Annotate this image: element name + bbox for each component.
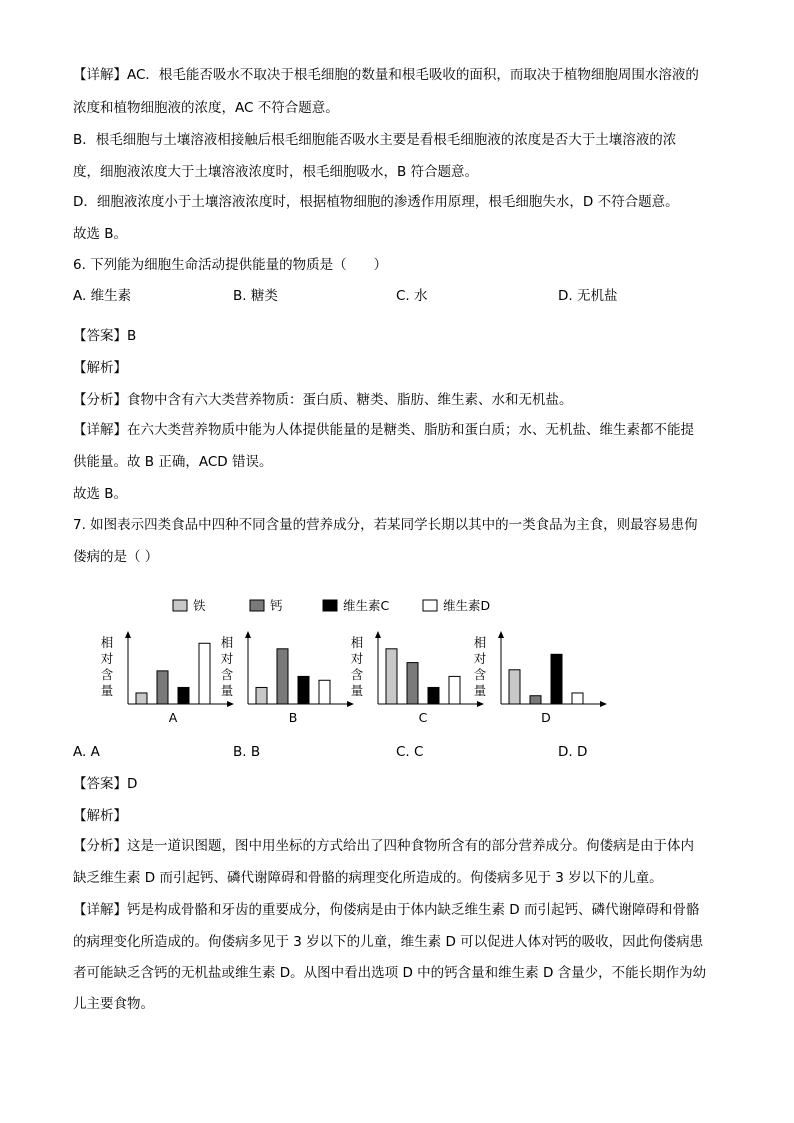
bar-B-1 bbox=[277, 649, 288, 704]
text-line: 【详解】在六大类营养物质中能为人体提供能量的是糖类、脂肪和蛋白质；水、无机盐、维生素都不能提 bbox=[73, 422, 694, 438]
q7-option-d: D. D bbox=[558, 744, 588, 760]
text-line: 供能量。故 B 正确，ACD 错误。 bbox=[73, 454, 273, 470]
y-axis-label: 对 bbox=[100, 651, 114, 666]
bar-D-1 bbox=[530, 696, 541, 704]
q6-options bbox=[73, 286, 733, 306]
y-axis-label: 含 bbox=[220, 667, 234, 682]
bar-C-2 bbox=[428, 687, 439, 704]
text-line: 【分析】食物中含有六大类营养物质：蛋白质、糖类、脂肪、维生素、水和无机盐。 bbox=[73, 392, 573, 408]
text-line: B．根毛细胞与土壤溶液相接触后根毛细胞能否吸水主要是看根毛细胞液的浓度是否大于土壤溶液的浓 bbox=[73, 132, 677, 148]
x-axis-arrow bbox=[347, 701, 354, 707]
y-axis-arrow bbox=[375, 631, 381, 638]
text-line: 故选 B。 bbox=[73, 226, 128, 242]
text-line: 【详解】AC．根毛能否吸水不取决于根毛细胞的数量和根毛吸收的面积，而取决于植物细胞周围水溶液的 bbox=[73, 67, 699, 83]
x-axis-arrow bbox=[477, 701, 484, 707]
bar-D-0 bbox=[509, 670, 520, 704]
y-axis-label: 量 bbox=[220, 683, 234, 698]
legend-swatch bbox=[250, 600, 264, 611]
text-line: 故选 B。 bbox=[73, 486, 128, 502]
legend-label: 钙 bbox=[270, 598, 283, 613]
q7-option-c: C. C bbox=[396, 744, 424, 760]
y-axis-label: 量 bbox=[473, 683, 487, 698]
legend-swatch bbox=[423, 600, 437, 611]
y-axis-label: 相 bbox=[473, 635, 487, 650]
y-axis-label: 对 bbox=[473, 651, 487, 666]
category-label: C bbox=[418, 710, 428, 725]
text-line: 浓度和植物细胞液的浓度，AC 不符合题意。 bbox=[73, 100, 339, 116]
bar-C-3 bbox=[449, 676, 460, 704]
y-axis-label: 含 bbox=[473, 667, 487, 682]
bar-D-3 bbox=[572, 693, 583, 704]
text-line: 度，细胞液浓度大于土壤溶液浓度时，根毛细胞吸水，B 符合题意。 bbox=[73, 164, 479, 180]
category-label: A bbox=[168, 710, 178, 725]
q7-options bbox=[73, 742, 733, 762]
q6-option-a: A. 维生素 bbox=[73, 288, 132, 304]
legend-label: 铁 bbox=[193, 598, 206, 613]
y-axis-arrow bbox=[245, 631, 251, 638]
q6-option-c: C. 水 bbox=[396, 288, 428, 304]
text-line: 【答案】B bbox=[73, 328, 137, 344]
text-line: 【分析】这是一道识图题，图中用坐标的方式给出了四种食物所含有的部分营养成分。佝偻病是由于体内 bbox=[73, 838, 694, 854]
category-label: D bbox=[541, 710, 551, 725]
category-label: B bbox=[288, 710, 298, 725]
q7-option-a: A. A bbox=[73, 744, 100, 760]
y-axis-label: 相 bbox=[100, 635, 114, 650]
text-line: 的病理变化所造成的。佝偻病多见于 3 岁以下的儿童，维生素 D 可以促进人体对钙的吸收，因此佝偻病患 bbox=[73, 934, 704, 950]
y-axis-arrow bbox=[498, 631, 504, 638]
bar-B-2 bbox=[298, 676, 309, 704]
legend-label: 维生素C bbox=[343, 598, 390, 613]
text-line: 【详解】钙是构成骨骼和牙齿的重要成分，佝偻病是由于体内缺乏维生素 D 而引起钙、磷代谢障碍和骨骼 bbox=[73, 902, 700, 918]
text-line: 【解析】 bbox=[73, 360, 127, 376]
text-line: 6. 下列能为细胞生命活动提供能量的物质是（ ） bbox=[73, 257, 388, 273]
y-axis-label: 对 bbox=[350, 651, 364, 666]
bar-A-1 bbox=[157, 671, 168, 704]
text-line: D．细胞液浓度小于土壤溶液浓度时，根据植物细胞的渗透作用原理，根毛细胞失水，D 不符合题意。 bbox=[73, 194, 679, 210]
x-axis-arrow bbox=[227, 701, 234, 707]
y-axis-label: 相 bbox=[220, 635, 234, 650]
y-axis-label: 量 bbox=[350, 683, 364, 698]
bar-A-0 bbox=[136, 693, 147, 704]
legend-swatch bbox=[173, 600, 187, 611]
bar-C-0 bbox=[386, 649, 397, 704]
y-axis-label: 对 bbox=[220, 651, 234, 666]
text-line: 偻病的是（ ） bbox=[73, 549, 159, 565]
bar-B-0 bbox=[256, 687, 267, 704]
y-axis-label: 含 bbox=[350, 667, 364, 682]
nutrient-bar-chart bbox=[95, 588, 615, 733]
y-axis-arrow bbox=[125, 631, 131, 638]
legend-swatch bbox=[323, 600, 337, 611]
bar-B-3 bbox=[319, 680, 330, 704]
text-line: 【解析】 bbox=[73, 808, 127, 824]
legend-label: 维生素D bbox=[443, 598, 491, 613]
bar-A-3 bbox=[199, 643, 210, 704]
y-axis-label: 量 bbox=[100, 683, 114, 698]
x-axis-arrow bbox=[600, 701, 607, 707]
text-line: 7. 如图表示四类食品中四种不同含量的营养成分，若某同学长期以其中的一类食品为主食，则最容易患佝 bbox=[73, 517, 698, 533]
y-axis-label: 含 bbox=[100, 667, 114, 682]
bar-A-2 bbox=[178, 687, 189, 704]
y-axis-label: 相 bbox=[350, 635, 364, 650]
q7-option-b: B. B bbox=[233, 744, 261, 760]
q6-option-b: B. 糖类 bbox=[233, 288, 278, 304]
text-line: 者可能缺乏含钙的无机盐或维生素 D。从图中看出选项 D 中的钙含量和维生素 D 含量少，不能长期作为幼 bbox=[73, 965, 707, 981]
q6-option-d: D. 无机盐 bbox=[558, 288, 618, 304]
text-line: 儿主要食物。 bbox=[73, 996, 154, 1012]
text-line: 【答案】D bbox=[73, 776, 138, 792]
text-line: 缺乏维生素 D 而引起钙、磷代谢障碍和骨骼的病理变化所造成的。佝偻病多见于 3 岁以下的儿童。 bbox=[73, 870, 663, 886]
bar-D-2 bbox=[551, 654, 562, 704]
bar-C-1 bbox=[407, 663, 418, 704]
